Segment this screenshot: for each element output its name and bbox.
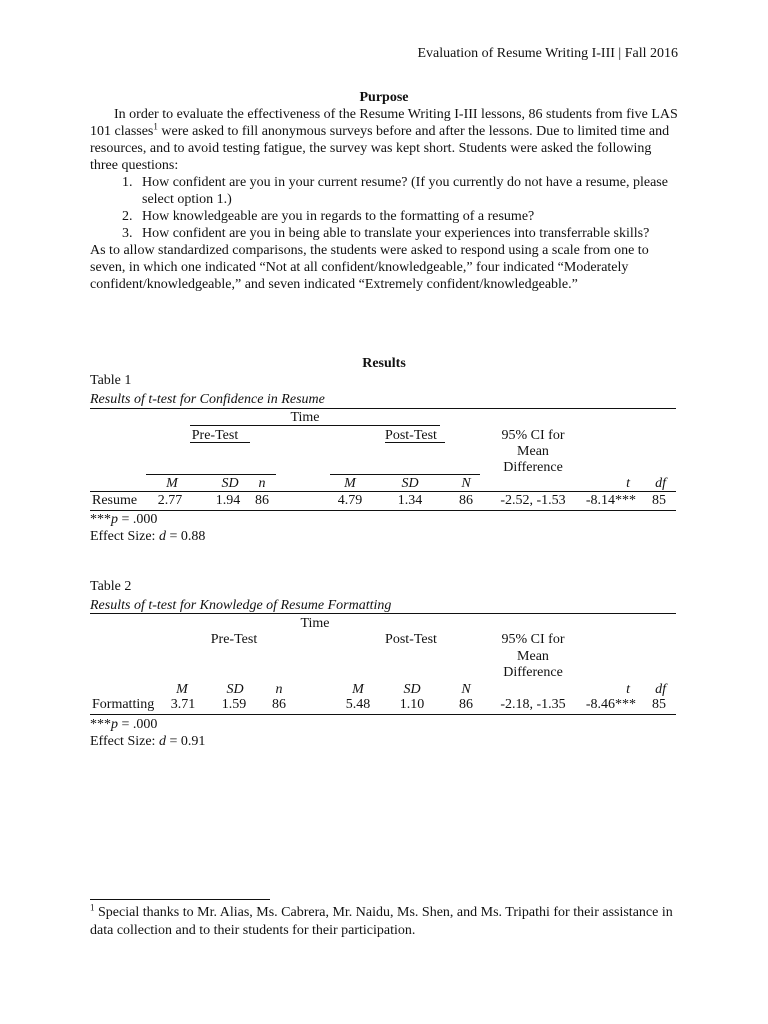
- intro-paragraph: [90, 106, 680, 174]
- pretest-rule: [190, 442, 250, 443]
- effect-label: Effect Size:: [90, 734, 159, 749]
- table-bottom-rule: [90, 714, 676, 715]
- intro-text-b: were asked to fill anonymous surveys before and after the lessons. Due to limited time and resources, and to avoid testing fatigue, the survey was kept short. Students were asked the following three questions:: [90, 124, 670, 173]
- table-bottom-rule: [90, 510, 676, 511]
- footnote-ref: 1: [153, 121, 158, 132]
- purpose-heading: Purpose: [359, 90, 409, 105]
- col-m-post: M: [344, 476, 356, 491]
- row-label: Resume: [92, 493, 138, 508]
- posttest-header: Post-Test: [385, 428, 437, 443]
- col-t: t: [626, 476, 630, 491]
- effect-val: = 0.88: [165, 529, 206, 544]
- ci-header-line3: Difference: [503, 460, 563, 475]
- col-n-post: N: [461, 682, 471, 697]
- table-caption: Results of t-test for Knowledge of Resume Formatting: [90, 598, 392, 613]
- col-sd-pre: SD: [221, 476, 239, 491]
- cell-t: -8.46***: [585, 697, 636, 712]
- posttest-rule: [385, 442, 445, 443]
- time-header: Time: [290, 410, 320, 425]
- table-label: Table 2: [90, 579, 132, 594]
- col-n-post: N: [461, 476, 471, 491]
- cell-ci: -2.18, -1.35: [500, 697, 566, 712]
- cell-n-post: 86: [459, 493, 473, 508]
- note-p-val: = .000: [118, 512, 158, 527]
- cell-m-pre: 3.71: [170, 697, 196, 712]
- cell-n-post: 86: [459, 697, 473, 712]
- question-item: 3. How confident are you in being able to translate your experiences into transferrable skills?: [136, 225, 680, 242]
- running-header: Evaluation of Resume Writing I-III | Fall 2016: [417, 46, 678, 61]
- col-n-pre: n: [275, 682, 283, 697]
- row-label: Formatting: [92, 697, 155, 712]
- closing-paragraph: As to allow standardized comparisons, the students were asked to respond using a scale from one to seven, in which one indicated “Not at all confident/knowledgeable,” four indicated “Moderately confident/knowledgeable,” and seven indicated “Extremely confident/knowledgeable.”: [90, 243, 649, 292]
- p-value-note: [90, 716, 157, 733]
- purpose-body: [90, 106, 680, 293]
- note-p-var: p: [111, 512, 118, 527]
- col-df: df: [655, 682, 666, 697]
- cell-sd-pre: 1.59: [221, 697, 247, 712]
- cell-t: -8.14***: [585, 493, 636, 508]
- cell-n-pre: 86: [272, 697, 286, 712]
- pretest-header: Pre-Test: [191, 428, 239, 443]
- effect-val: = 0.91: [165, 734, 206, 749]
- effect-label: Effect Size:: [90, 529, 159, 544]
- effect-var: d: [158, 734, 166, 749]
- footnote: [90, 904, 690, 940]
- cell-ci: -2.52, -1.53: [500, 493, 566, 508]
- pretest-header: Pre-Test: [210, 632, 258, 647]
- footnote-mark: 1: [90, 902, 95, 913]
- effect-size-note: [90, 733, 205, 750]
- question-item: 1. How confident are you in your current resume? (If you currently do not have a resume, please select option 1.): [136, 174, 680, 208]
- col-sd-post: SD: [403, 682, 421, 697]
- cell-sd-post: 1.34: [397, 493, 423, 508]
- ci-header-line2: Mean: [517, 649, 549, 664]
- col-n-pre: n: [258, 476, 266, 491]
- col-sd-post: SD: [401, 476, 419, 491]
- time-header: Time: [300, 616, 330, 631]
- p-value-note: [90, 511, 157, 528]
- ci-header-line1: 95% CI for: [501, 428, 565, 443]
- table-top-rule: [90, 408, 676, 409]
- ci-header-line3: Difference: [503, 665, 563, 680]
- cell-m-post: 4.79: [337, 493, 363, 508]
- table-label: Table 1: [90, 373, 132, 388]
- col-sd-pre: SD: [226, 682, 244, 697]
- effect-var: d: [158, 529, 166, 544]
- note-stars: ***: [90, 717, 111, 732]
- cell-df: 85: [652, 697, 666, 712]
- results-heading: Results: [362, 356, 406, 371]
- time-rule: [190, 425, 440, 426]
- col-df: df: [655, 476, 666, 491]
- cell-sd-post: 1.10: [399, 697, 425, 712]
- cell-df: 85: [652, 493, 666, 508]
- table-caption: Results of t-test for Confidence in Resume: [90, 392, 325, 407]
- cell-m-pre: 2.77: [157, 493, 183, 508]
- ci-header-line1: 95% CI for: [501, 632, 565, 647]
- footnote-text: Special thanks to Mr. Alias, Ms. Cabrera, Mr. Naidu, Ms. Shen, and Ms. Tripathi for their assistance in data collection and to their students for their participation.: [90, 905, 673, 938]
- question-list: [90, 174, 680, 242]
- col-m-pre: M: [166, 476, 178, 491]
- col-m-post: M: [352, 682, 364, 697]
- posttest-header: Post-Test: [385, 632, 437, 647]
- ci-header-line2: Mean: [517, 444, 549, 459]
- question-item: 2. How knowledgeable are you in regards to the formatting of a resume?: [136, 208, 680, 225]
- note-p-val: = .000: [118, 717, 158, 732]
- note-stars: ***: [90, 512, 111, 527]
- cell-n-pre: 86: [255, 493, 269, 508]
- col-m-pre: M: [176, 682, 188, 697]
- col-t: t: [626, 682, 630, 697]
- note-p-var: p: [111, 717, 118, 732]
- effect-size-note: [90, 528, 205, 545]
- cell-sd-pre: 1.94: [215, 493, 241, 508]
- table-top-rule: [90, 613, 676, 614]
- intro-text-a: In order to evaluate the effectiveness of the Resume Writing I-III lessons, 86 students from five LAS 101 classes: [90, 107, 678, 139]
- cell-m-post: 5.48: [345, 697, 371, 712]
- footnote-separator: [90, 899, 270, 900]
